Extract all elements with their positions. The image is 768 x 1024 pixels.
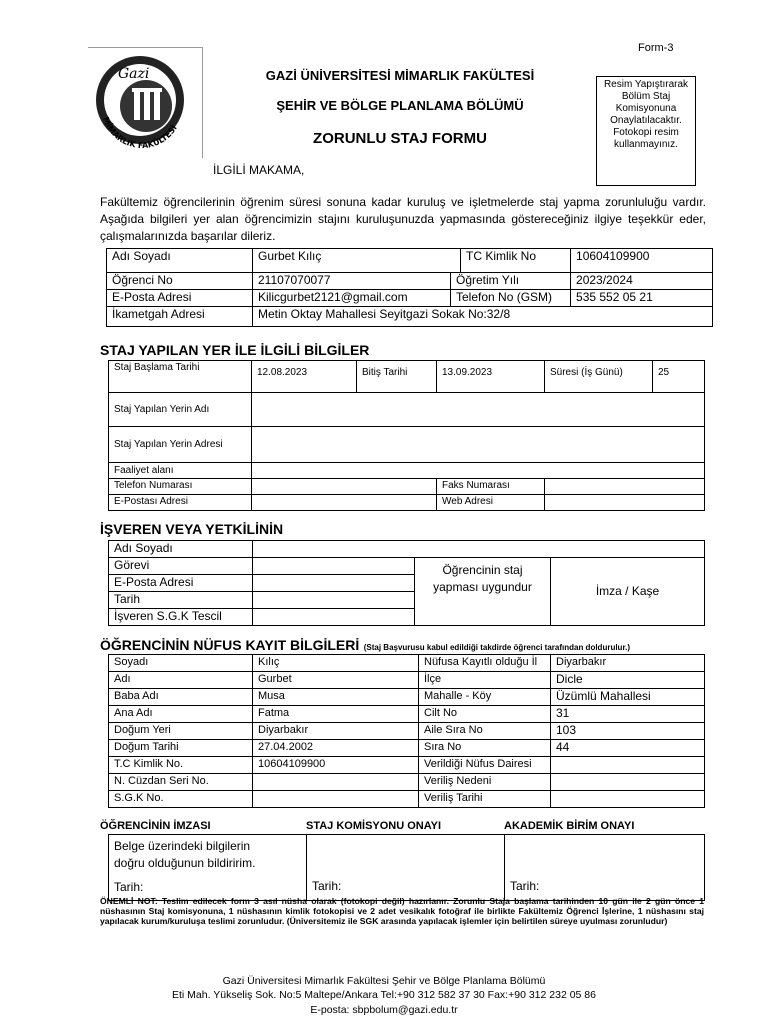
registry-value[interactable]: Gurbet	[253, 672, 419, 689]
employer-email-value[interactable]	[253, 575, 415, 592]
activity-value[interactable]	[252, 463, 705, 479]
registry-value[interactable]	[253, 791, 419, 808]
signature-stamp-cell: İmza / Kaşe	[551, 558, 705, 626]
svg-text:MİMARLIK FAKÜLTESİ: MİMARLIK FAKÜLTESİ	[101, 115, 179, 151]
duration-label: Süresi (İş Günü)	[545, 361, 653, 393]
registry-value[interactable]	[551, 791, 705, 808]
registry-label: N. Cüzdan Seri No.	[109, 774, 253, 791]
commission-date-label: Tarih:	[312, 879, 342, 893]
phone-value[interactable]: 535 552 05 21	[571, 290, 713, 307]
registry-value[interactable]: Diyarbakır	[253, 723, 419, 740]
fax-label: Faks Numarası	[437, 479, 545, 495]
registry-label: Aile Sıra No	[419, 723, 551, 740]
place-address-value[interactable]	[252, 427, 705, 463]
registry-table	[108, 654, 705, 808]
footer-line-1: Gazi Üniversitesi Mimarlık Fakültesi Şehir ve Bölge Planlama Bölümü	[222, 975, 546, 987]
commission-approval-heading: STAJ KOMİSYONU ONAYI	[306, 820, 442, 832]
employer-email-label: E-Posta Adresi	[109, 575, 253, 592]
registry-value[interactable]	[551, 774, 705, 791]
registry-label: Soyadı	[109, 655, 253, 672]
student-signature-heading: ÖĞRENCİNİN İMZASI	[100, 820, 211, 832]
registry-value[interactable]: Diyarbakır	[551, 655, 705, 672]
academic-date-label: Tarih:	[510, 879, 540, 893]
registry-value[interactable]: 27.04.2002	[253, 740, 419, 757]
place-address-label: Staj Yapılan Yerin Adresi	[109, 427, 252, 463]
registry-label: Ana Adı	[109, 706, 253, 723]
company-phone-value[interactable]	[252, 479, 437, 495]
registry-value[interactable]: 44	[551, 740, 705, 757]
student-no-label: Öğrenci No	[107, 273, 253, 290]
student-info-table	[106, 248, 713, 327]
registry-value[interactable]: 103	[551, 723, 705, 740]
employer-table	[108, 540, 705, 626]
registry-label: Nüfusa Kayıtlı olduğu İl	[419, 655, 551, 672]
registry-label: Verildiği Nüfus Dairesi	[419, 757, 551, 774]
year-value[interactable]: 2023/2024	[571, 273, 713, 290]
email-label: E-Posta Adresi	[107, 290, 253, 307]
registry-row	[109, 740, 705, 757]
student-date-label: Tarih:	[114, 880, 144, 894]
employer-name-value[interactable]	[253, 541, 705, 558]
year-label: Öğretim Yılı	[451, 273, 571, 290]
registry-label: Veriliş Nedeni	[419, 774, 551, 791]
logo-ring-text	[88, 48, 202, 158]
employer-date-value[interactable]	[253, 592, 415, 609]
company-email-value[interactable]	[252, 495, 437, 511]
important-note: ÖNEMLİ NOT: Teslim edilecek form 3 asıl nüsha olarak (fotokopi değil) hazırlanır. Zorunlu Staja başlama tarihinden 10 gün ile 2 gün önce 1 nüshasının Staj komisyonuna, 1 nüshasının kimlik fotokopisi ve 2 adet vesikalık fotoğraf ile birlikte Fakültemiz Öğrenci İşlerine, 1 nüshasını staj yapılacak kurum/kuruluşa teslimi zorunludur. (Üniversitemiz ile SGK arasında yapılacak işlemler için belirtilen süreye uyulması zorunludur)	[100, 896, 704, 926]
company-phone-label: Telefon Numarası	[109, 479, 252, 495]
student-signature-box[interactable]	[109, 835, 307, 901]
registry-label: İlçe	[419, 672, 551, 689]
footer-line-2: Eti Mah. Yükseliş Sok. No:5 Maltepe/Ankara Tel:+90 312 582 37 30 Fax:+90 312 232 05 86	[172, 989, 596, 1001]
declaration-line-1: Belge üzerindeki bilgilerin	[114, 839, 251, 853]
duration-value[interactable]: 25	[653, 361, 705, 393]
fax-value[interactable]	[545, 479, 705, 495]
employer-role-label: Görevi	[109, 558, 253, 575]
employer-name-label: Adı Soyadı	[109, 541, 253, 558]
company-email-label: E-Postası Adresi	[109, 495, 252, 511]
registry-label: T.C Kimlik No.	[109, 757, 253, 774]
internship-heading: STAJ YAPILAN YER İLE İLGİLİ BİLGİLER	[100, 342, 370, 358]
registry-value[interactable]: 10604109900	[253, 757, 419, 774]
end-date-value[interactable]: 13.09.2023	[437, 361, 545, 393]
declaration-line-2: doğru olduğunun bildiririm.	[114, 856, 256, 870]
registry-value[interactable]: Musa	[253, 689, 419, 706]
employer-sgk-value[interactable]	[253, 609, 415, 626]
place-name-label: Staj Yapılan Yerin Adı	[109, 393, 252, 427]
registry-value[interactable]	[253, 774, 419, 791]
footer-line-3: E-posta: sbpbolum@gazi.edu.tr	[310, 1004, 458, 1016]
employer-sgk-label: İşveren S.G.K Tescil	[109, 609, 253, 626]
registry-label: Doğum Tarihi	[109, 740, 253, 757]
registry-row	[109, 672, 705, 689]
form-code: Form-3	[638, 42, 674, 54]
department-name: ŞEHİR VE BÖLGE PLANLAMA BÖLÜMÜ	[276, 98, 524, 113]
academic-approval-heading: AKADEMİK BİRİM ONAYI	[504, 820, 635, 832]
registry-row	[109, 655, 705, 672]
email-value[interactable]: Kilicgurbet2121@gmail.com	[253, 290, 451, 307]
end-date-label: Bitiş Tarihi	[357, 361, 437, 393]
registry-row	[109, 791, 705, 808]
academic-signature-box[interactable]	[505, 835, 705, 901]
registry-row	[109, 723, 705, 740]
registry-label: Adı	[109, 672, 253, 689]
student-no-value[interactable]: 21107070077	[253, 273, 451, 290]
registry-heading: ÖĞRENCİNİN NÜFUS KAYIT BİLGİLERİ	[100, 637, 360, 653]
student-name-value[interactable]: Gurbet Kılıç	[253, 249, 461, 273]
registry-label: Baba Adı	[109, 689, 253, 706]
intro-paragraph: Fakültemiz öğrencilerinin öğrenim süresi sonuna kadar kuruluş ve işletmelerde staj yapma zorunluluğu vardır. Aşağıda bilgileri yer alan öğrencimizin stajını kuruluşunuzda yapmasında göstereceğiniz ilgiye teşekkür eder, çalışmalarınızda başarılar dileriz.	[100, 195, 706, 243]
university-name: GAZİ ÜNİVERSİTESİ MİMARLIK FAKÜLTESİ	[265, 68, 535, 83]
start-date-value[interactable]: 12.08.2023	[252, 361, 357, 393]
page-title: ZORUNLU STAJ FORMU	[313, 130, 487, 147]
registry-label: Sıra No	[419, 740, 551, 757]
start-date-label: Staj Başlama Tarihi	[109, 361, 252, 393]
activity-label: Faaliyet alanı	[109, 463, 252, 479]
signature-table	[108, 834, 705, 901]
student-name-label: Adı Soyadı	[107, 249, 253, 273]
salutation: İLGİLİ MAKAMA,	[213, 163, 305, 177]
phone-label: Telefon No (GSM)	[451, 290, 571, 307]
registry-label: Veriliş Tarihi	[419, 791, 551, 808]
registry-label: Cilt No	[419, 706, 551, 723]
registry-row	[109, 706, 705, 723]
registry-heading-note: (Staj Başvurusu kabul edildiği takdirde öğrenci tarafından doldurulur.)	[363, 643, 630, 652]
employer-date-label: Tarih	[109, 592, 253, 609]
commission-signature-box[interactable]	[307, 835, 505, 901]
registry-value[interactable]: Dicle	[551, 672, 705, 689]
registry-value[interactable]: Fatma	[253, 706, 419, 723]
employer-heading: İŞVEREN VEYA YETKİLİNİN	[100, 521, 284, 537]
registry-row	[109, 689, 705, 706]
web-label: Web Adresi	[437, 495, 545, 511]
registry-value[interactable]: Kılıç	[253, 655, 419, 672]
registry-row	[109, 774, 705, 791]
logo-script-text: Gazi	[118, 66, 150, 82]
internship-table	[108, 360, 705, 511]
web-value[interactable]	[545, 495, 705, 511]
registry-row	[109, 757, 705, 774]
registry-label: Mahalle - Köy	[419, 689, 551, 706]
address-label: İkametgah Adresi	[107, 307, 253, 327]
photo-placeholder: Resim Yapıştırarak Bölüm Staj Komisyonuna Onaylatılacaktır. Fotokopi resim kullanmayınız.	[596, 76, 696, 186]
registry-value[interactable]	[551, 757, 705, 774]
tc-label: TC Kimlik No	[461, 249, 571, 273]
registry-label: S.G.K No.	[109, 791, 253, 808]
place-name-value[interactable]	[252, 393, 705, 427]
address-value[interactable]: Metin Oktay Mahallesi Seyitgazi Sokak No:32/8	[253, 307, 713, 327]
registry-heading-row	[100, 637, 630, 655]
registry-value[interactable]: 31	[551, 706, 705, 723]
registry-value[interactable]: Üzümlü Mahallesi	[551, 689, 705, 706]
employer-role-value[interactable]	[253, 558, 415, 575]
tc-value[interactable]: 10604109900	[571, 249, 713, 273]
registry-label: Doğum Yeri	[109, 723, 253, 740]
approval-text: Öğrencinin staj yapması uygundur	[415, 558, 551, 626]
logo-frame	[88, 47, 203, 158]
